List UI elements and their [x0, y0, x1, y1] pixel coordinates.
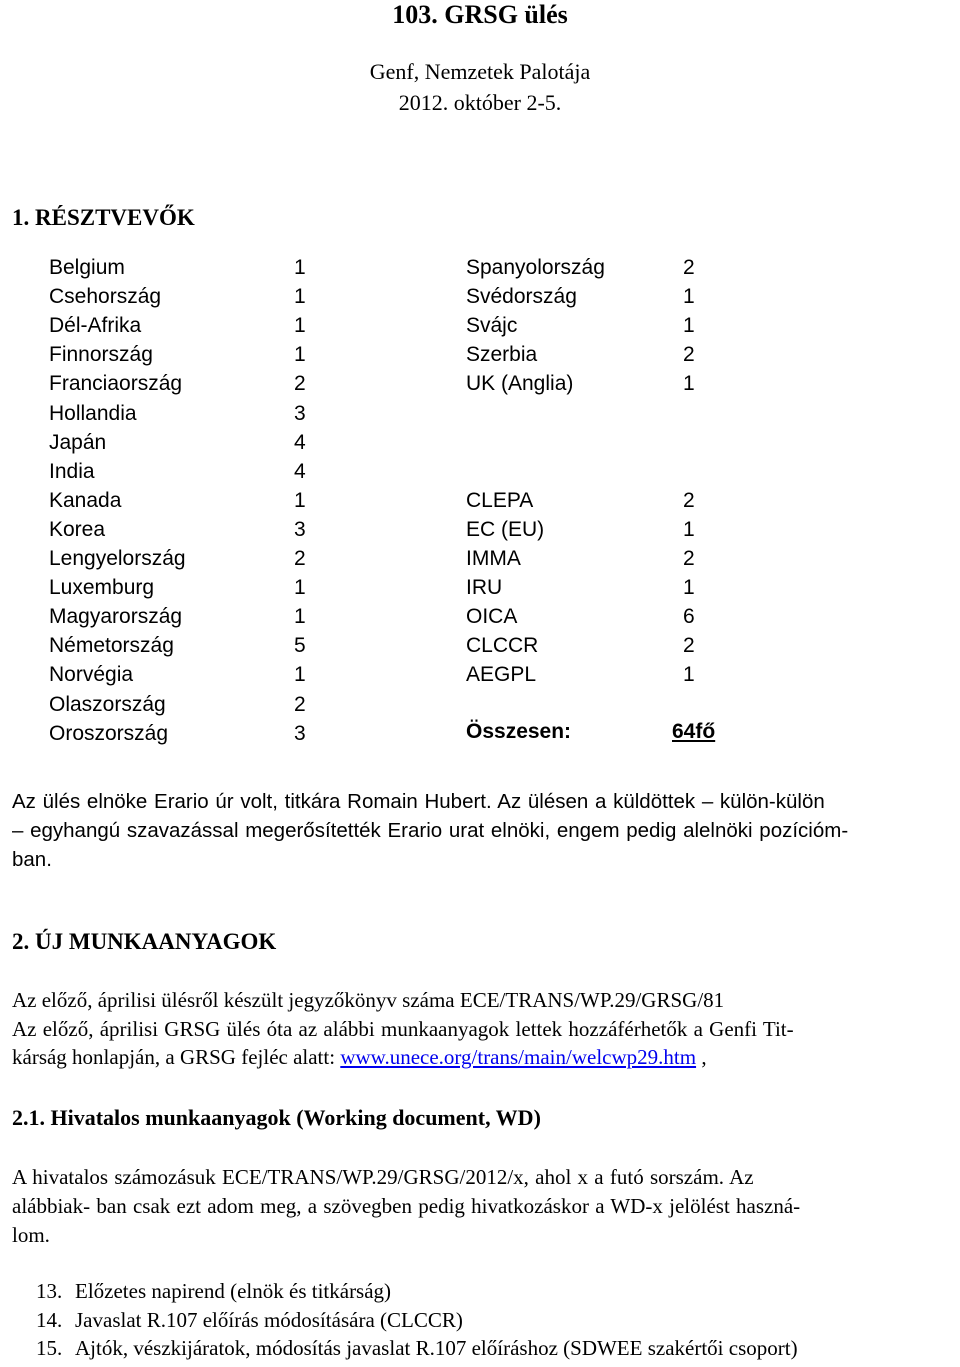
meeting-location: Genf, Nemzetek Palotája [369, 59, 591, 84]
organization-name: EC (EU) [466, 517, 545, 541]
organization-row [466, 602, 695, 631]
country-count: 3 [294, 721, 306, 745]
country-count: 3 [294, 401, 306, 425]
wd-paragraph-line1: A hivatalos számozásuk ECE/TRANS/WP.29/GRSG/2012/x, ahol x a futó sorszám. Az [12, 1165, 754, 1189]
subheading-working-documents: 2.1. Hivatalos munkaanyagok (Working document, WD) [12, 1105, 541, 1130]
minutes-reference-line: Az előző, áprilisi ülésről készült jegyzőkönyv száma ECE/TRANS/WP.29/GRSG/81 [12, 988, 725, 1012]
country-count: 2 [683, 256, 695, 279]
list-item-text: Előzetes napirend (elnök és titkárság) [75, 1279, 392, 1303]
country-count: 4 [294, 430, 306, 454]
documents-intro-line2 [12, 1043, 707, 1071]
country-name: Csehország [49, 285, 162, 309]
country-name: Lengyelország [49, 547, 186, 570]
country-row [49, 399, 306, 428]
country-row [49, 602, 306, 631]
country-name: Korea [49, 517, 106, 541]
country-count: 3 [294, 517, 306, 541]
country-name: Japán [49, 430, 107, 454]
country-count: 1 [683, 372, 695, 396]
organization-name: AEGPL [466, 663, 537, 687]
organization-row [466, 573, 695, 602]
country-count: 1 [294, 605, 306, 629]
unece-link[interactable]: www.unece.org/trans/main/welcwp29.htm [340, 1045, 697, 1069]
organization-count: 1 [683, 517, 695, 541]
country-name: UK (Anglia) [466, 372, 574, 396]
list-item [36, 1277, 392, 1305]
country-name: India [49, 459, 95, 483]
wd-paragraph-line2: alábbiak- ban csak ezt adom meg, a szövegben pedig hivatkozáskor a WD-x jelölést haszná- [12, 1194, 801, 1218]
chair-paragraph-line3: ban. [12, 848, 52, 871]
list-item-number: 14. [36, 1307, 63, 1332]
total-label: Összesen: [466, 720, 572, 743]
country-row [466, 282, 695, 311]
country-name: Svájc [466, 314, 518, 338]
meeting-date: 2012. október 2-5. [398, 90, 562, 115]
country-name: Spanyolország [466, 256, 605, 279]
document-title: 103. GRSG ülés [392, 0, 568, 29]
wd-paragraph-line3: lom. [12, 1223, 50, 1247]
country-row [466, 369, 695, 398]
organization-count: 1 [683, 576, 695, 600]
country-name: Hollandia [49, 401, 137, 425]
country-row [49, 486, 306, 515]
country-row [49, 253, 306, 282]
country-row [466, 311, 695, 340]
organization-count: 1 [683, 663, 695, 687]
country-row [49, 660, 306, 689]
country-name: Magyarország [49, 605, 183, 629]
country-count: 2 [294, 547, 306, 570]
country-name: Szerbia [466, 343, 538, 367]
country-count: 5 [294, 634, 306, 658]
country-count: 1 [294, 343, 306, 367]
organization-row [466, 631, 695, 660]
country-name: Oroszország [49, 721, 169, 745]
country-count: 1 [294, 256, 306, 279]
list-item-number: 13. [36, 1279, 63, 1303]
country-name: Luxemburg [49, 576, 155, 600]
country-count: 2 [294, 692, 306, 716]
country-name: Finnország [49, 343, 153, 367]
country-count: 1 [294, 663, 306, 687]
organization-row [466, 486, 695, 515]
organization-count: 2 [683, 547, 695, 570]
country-count: 1 [294, 285, 306, 309]
documents-intro-line1: Az előző, áprilisi GRSG ülés óta az alábbi munkaanyagok lettek hozzáférhetők a Genfi Tit- [12, 1017, 794, 1041]
country-count: 1 [294, 314, 306, 338]
country-name: Svédország [466, 285, 577, 309]
organization-row [466, 544, 695, 573]
total-value-text: 64fő [672, 720, 716, 743]
country-row [49, 690, 306, 719]
country-row [49, 573, 306, 602]
country-name: Norvégia [49, 663, 134, 687]
country-row [49, 515, 306, 544]
organization-count: 2 [683, 634, 695, 658]
country-count: 1 [683, 314, 695, 338]
organization-row [466, 515, 695, 544]
country-count: 1 [294, 488, 306, 512]
organization-name: CLCCR [466, 634, 539, 658]
section-heading-participants: 1. RÉSZTVEVŐK [12, 205, 195, 230]
country-row [49, 340, 306, 369]
country-count: 2 [294, 372, 306, 396]
country-row [49, 428, 306, 457]
total-value [646, 717, 719, 746]
country-name: Dél-Afrika [49, 314, 142, 338]
list-item [36, 1306, 463, 1334]
chair-paragraph-line2: – egyhangú szavazással megerősítették Erario urat elnöki, engem pedig alelnöki pozícióm- [12, 819, 849, 842]
country-name: Belgium [49, 256, 125, 279]
organization-name: OICA [466, 605, 518, 629]
list-item-number: 15. [36, 1336, 63, 1360]
country-row [49, 544, 306, 573]
list-item-text: Ajtók, vészkijáratok, módosítás javaslat R.107 előíráshoz (SDWEE szakértői csoport) [75, 1336, 798, 1360]
country-count: 4 [294, 459, 306, 483]
country-count: 1 [683, 285, 695, 309]
documents-intro-prefix: kárság honlapján, a GRSG fejléc alatt: [12, 1045, 341, 1069]
country-row [49, 282, 306, 311]
organization-name: IRU [466, 576, 503, 600]
country-row [466, 340, 695, 369]
country-row [49, 369, 306, 398]
country-row [49, 631, 306, 660]
organization-name: IMMA [466, 547, 521, 570]
country-name: Olaszország [49, 692, 166, 716]
documents-intro-suffix: , [696, 1045, 707, 1069]
country-count: 1 [294, 576, 306, 600]
organization-count: 2 [683, 488, 695, 512]
chair-paragraph-line1: Az ülés elnöke Erario úr volt, titkára Romain Hubert. Az ülésen a küldöttek – külön-külön [12, 790, 825, 813]
list-item-text: Javaslat R.107 előírás módosítására (CLCCR) [75, 1307, 463, 1332]
country-row [49, 311, 306, 340]
organization-row [466, 660, 695, 689]
list-item [36, 1334, 798, 1362]
country-row [49, 457, 306, 486]
country-count: 2 [683, 343, 695, 367]
country-name: Németország [49, 634, 174, 658]
section-heading-new-documents: 2. ÚJ MUNKAANYAGOK [12, 929, 277, 954]
country-name: Franciaország [49, 372, 183, 396]
organization-name: CLEPA [466, 488, 534, 512]
country-row [466, 253, 695, 282]
organization-count: 6 [683, 605, 695, 629]
country-name: Kanada [49, 488, 122, 512]
country-row [49, 719, 306, 748]
